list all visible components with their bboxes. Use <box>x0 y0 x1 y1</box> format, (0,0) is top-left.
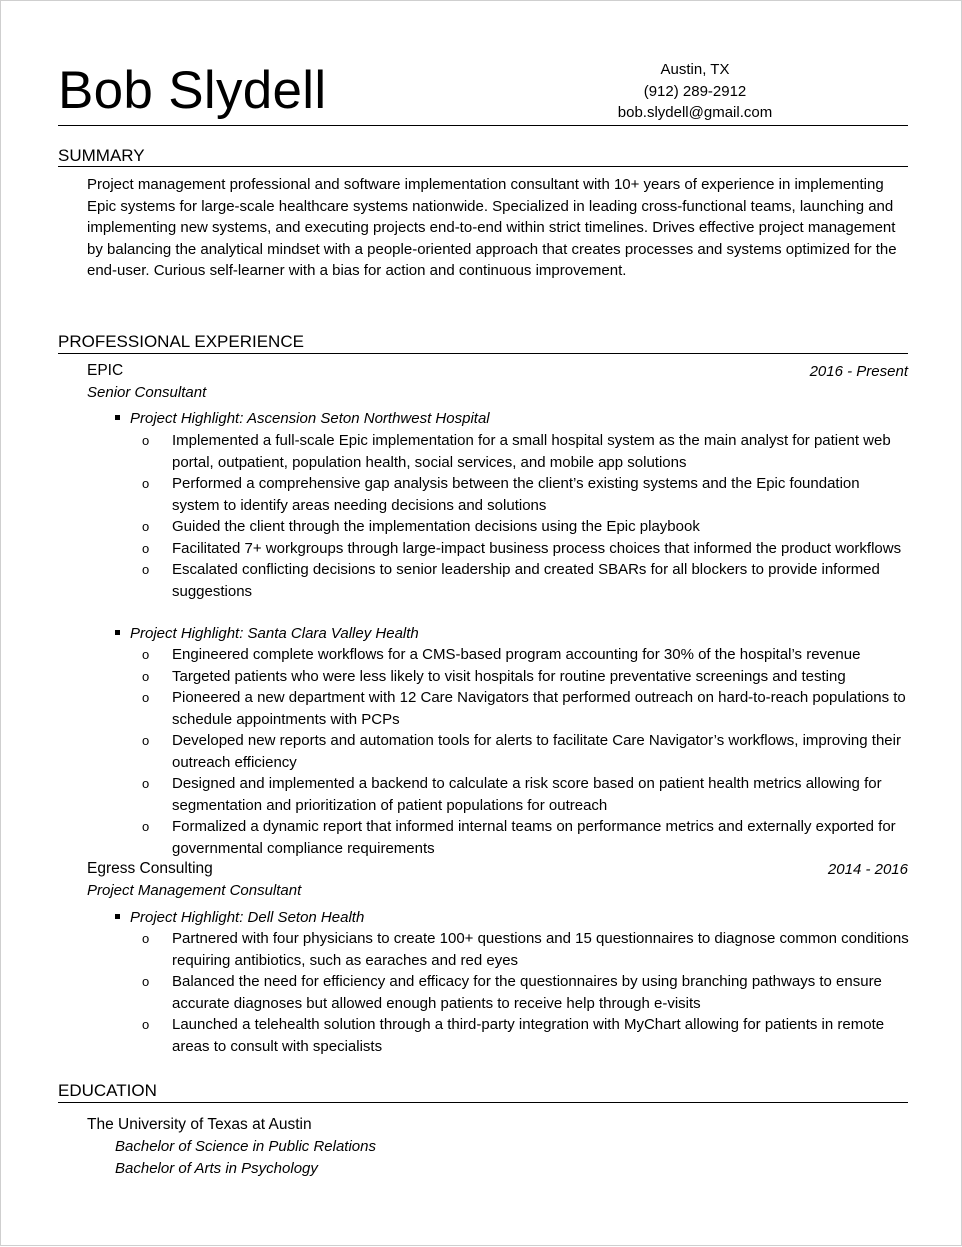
circle-bullet-icon: o <box>142 733 150 748</box>
summary-divider <box>58 166 908 167</box>
contact-location: Austin, TX <box>660 61 730 78</box>
education-heading: EDUCATION <box>58 1081 157 1100</box>
job-title: Senior Consultant <box>87 384 207 401</box>
summary-heading: SUMMARY <box>58 146 145 165</box>
square-bullet-icon <box>115 630 120 635</box>
bullet-list <box>139 430 909 602</box>
circle-bullet-icon: o <box>142 931 150 946</box>
candidate-name: Bob Slydell <box>58 61 327 120</box>
contact-block <box>565 59 825 124</box>
list-item: o Balanced the need for efficiency and efficacy for the questionnaires by using branching pathways to ensure accurate diagnoses but allowed enough patients to receive help through e-visits <box>142 973 882 1012</box>
list-item: o Engineered complete workflows for a CMS-based program accounting for 30% of the hospital’s revenue <box>139 644 909 666</box>
list-item: o Performed a comprehensive gap analysis between the client’s existing systems and the Epic foundation system to identify areas needing decisions and solutions <box>142 475 860 514</box>
circle-bullet-icon: o <box>142 1017 150 1032</box>
job-title: Project Management Consultant <box>87 882 302 899</box>
experience-divider <box>58 353 908 354</box>
list-item: o Facilitated 7+ workgroups through large-impact business process choices that informed the product workflows <box>139 538 909 560</box>
job-dates: 2016 - Present <box>809 363 908 380</box>
project-highlight-label: Project Highlight: Dell Seton Health <box>130 909 365 926</box>
circle-bullet-icon: o <box>142 668 150 684</box>
circle-bullet-icon: o <box>142 690 150 705</box>
project-highlight <box>115 623 419 644</box>
circle-bullet-icon: o <box>142 776 150 791</box>
list-item: o Targeted patients who were less likely to visit hospitals for routine preventative screenings and testing <box>139 666 909 688</box>
project-highlight <box>115 907 364 928</box>
education-degree: Bachelor of Arts in Psychology <box>115 1160 318 1177</box>
circle-bullet-icon: o <box>142 540 150 556</box>
resume-page <box>1 1 962 1247</box>
job-company: EPIC <box>87 362 124 379</box>
project-highlight-label: Project Highlight: Santa Clara Valley Health <box>130 625 419 642</box>
contact-phone: (912) 289-2912 <box>643 82 747 100</box>
circle-bullet-icon: o <box>142 819 150 834</box>
education-school: The University of Texas at Austin <box>87 1116 312 1133</box>
square-bullet-icon <box>115 914 120 919</box>
list-item: o Guided the client through the implementation decisions using the Epic playbook <box>139 516 909 538</box>
education-degree: Bachelor of Science in Public Relations <box>115 1138 376 1155</box>
bullet-list <box>139 644 909 859</box>
summary-text: Project management professional and software implementation consultant with 10+ years of experience in implementing Epic systems for large-scale healthcare systems nationwide. Specialized in leading cross-functional teams, launching and implementing new systems, and executing projects end-to-end within strict timelines. Drives effective project management by balancing the analytical mindset with a people-oriented approach that creates processes and systems optimized for the end-user. Curious self-learner with a bias for action and continuous improvement. <box>87 176 897 279</box>
project-highlight <box>115 408 490 429</box>
list-item: o Escalated conflicting decisions to senior leadership and created SBARs for all blockers to provide informed suggestions <box>142 561 880 600</box>
job-company: Egress Consulting <box>87 860 213 877</box>
list-item: o Pioneered a new department with 12 Care Navigators that performed outreach on hard-to-reach populations to schedule appointments with PCPs <box>142 689 906 728</box>
experience-heading: PROFESSIONAL EXPERIENCE <box>58 332 304 351</box>
circle-bullet-icon: o <box>142 433 150 448</box>
circle-bullet-icon: o <box>142 519 150 534</box>
circle-bullet-icon: o <box>142 476 150 491</box>
contact-email: bob.slydell@gmail.com <box>617 104 773 121</box>
project-highlight-label: Project Highlight: Ascension Seton Northwest Hospital <box>130 410 490 427</box>
list-item: o Launched a telehealth solution through a third-party integration with MyChart allowing for patients in remote areas to consult with specialists <box>142 1016 885 1055</box>
list-item: o Developed new reports and automation tools for alerts to facilitate Care Navigator’s workflows, improving their outreach efficiency <box>142 732 901 771</box>
list-item: o Designed and implemented a backend to calculate a risk score based on patient health metrics allowing for segmentation and prioritization of patient populations for outreach <box>142 775 882 814</box>
bullet-list <box>139 928 909 1057</box>
circle-bullet-icon: o <box>142 562 150 577</box>
header-divider <box>58 125 908 126</box>
circle-bullet-icon: o <box>142 647 150 662</box>
circle-bullet-icon: o <box>142 974 150 989</box>
square-bullet-icon <box>115 415 120 420</box>
list-item: o Formalized a dynamic report that informed internal teams on performance metrics and externally exported for governmental compliance requirements <box>142 818 896 857</box>
education-divider <box>58 1102 908 1103</box>
list-item: o Implemented a full-scale Epic implementation for a small hospital system as the main analyst for patient web portal, outpatient, population health, social services, and mobile app solutions <box>142 432 891 471</box>
list-item: o Partnered with four physicians to create 100+ questions and 15 questionnaires to diagnose common conditions requiring antibiotics, such as earaches and red eyes <box>142 930 909 969</box>
job-dates: 2014 - 2016 <box>827 861 908 878</box>
